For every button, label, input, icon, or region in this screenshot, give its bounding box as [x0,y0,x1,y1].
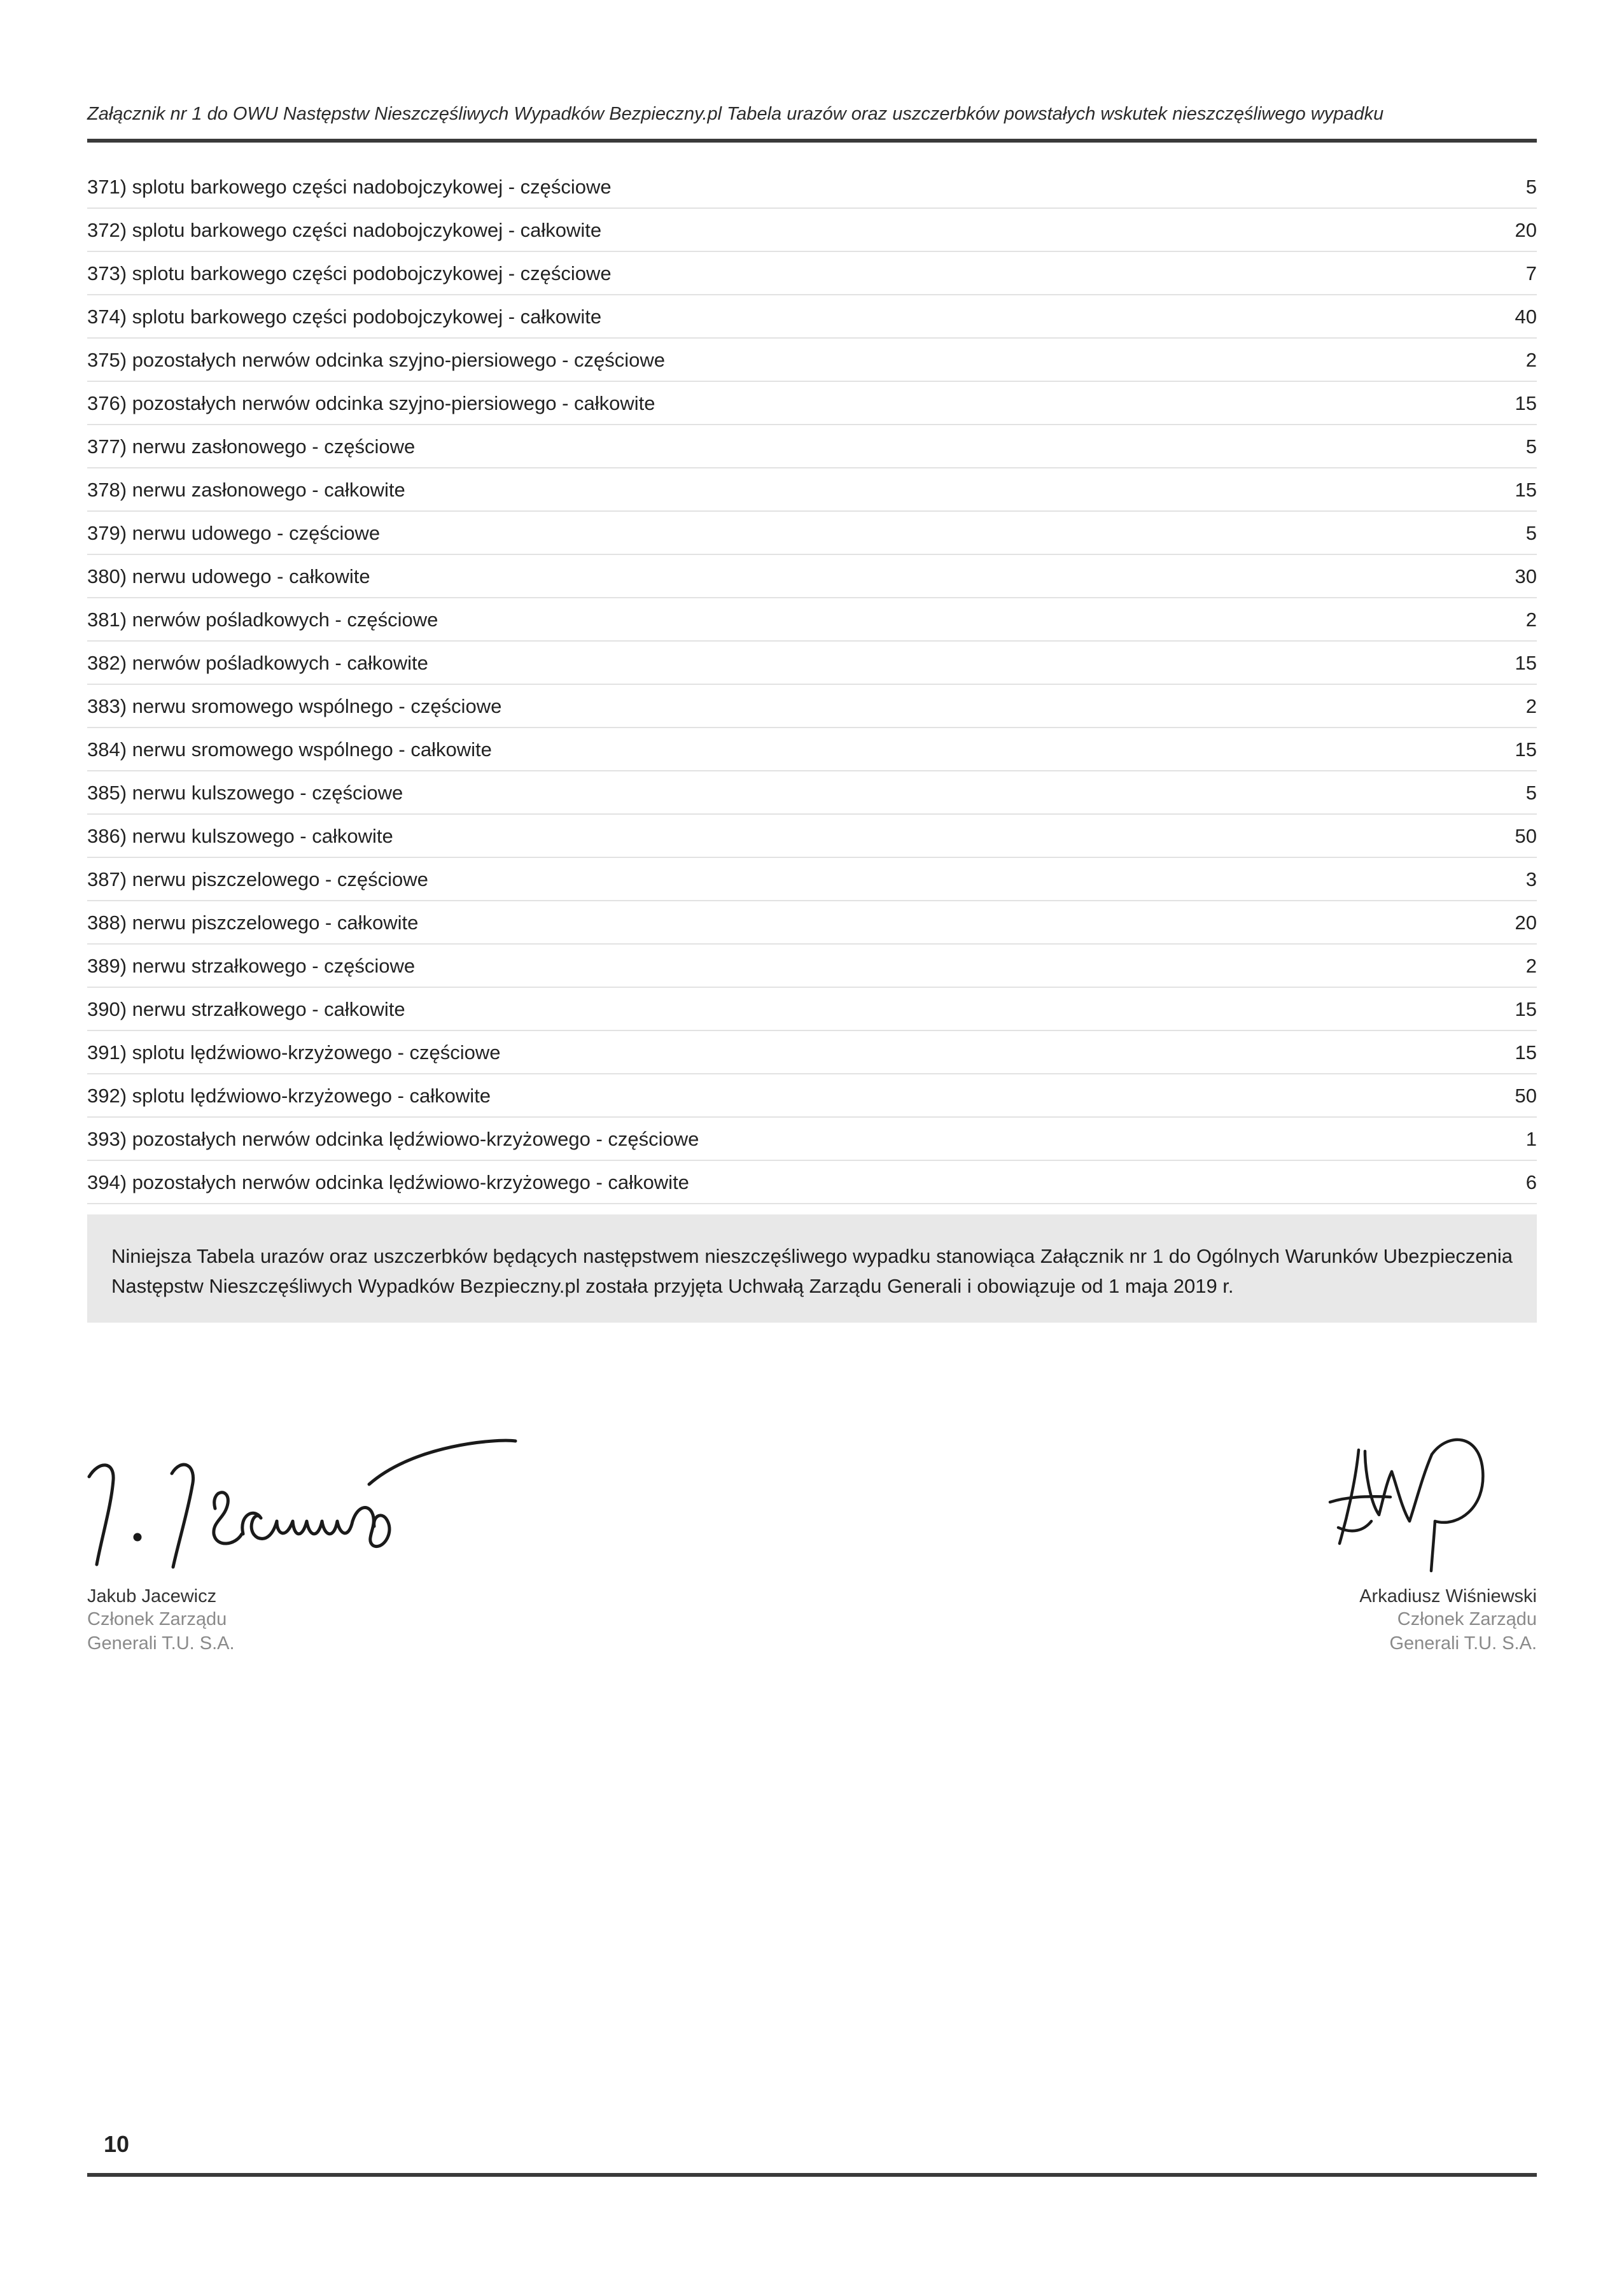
table-row [87,209,1537,252]
row-label: 389) nerwu strzałkowego - częściowe [87,955,416,977]
table-row [87,425,1537,468]
row-label: 374) splotu barkowego części podobojczykowej - całkowite [87,306,602,328]
row-label: 394) pozostałych nerwów odcinka lędźwiowo-krzyżowego - całkowite [87,1171,689,1193]
row-value: 2 [1525,349,1537,371]
row-label: 373) splotu barkowego części podobojczykowej - częściowe [87,262,612,285]
row-value: 5 [1525,782,1537,804]
table-row [87,555,1537,598]
row-label: 375) pozostałych nerwów odcinka szyjno-piersiowego - częściowe [87,349,666,371]
row-label: 388) nerwu piszczelowego - całkowite [87,911,419,934]
table-row [87,858,1537,901]
table-row [87,728,1537,771]
document-header-title: Załącznik nr 1 do OWU Następstw Nieszczęśliwych Wypadków Bezpieczny.pl Tabela urazów oraz uszczerbków powstałych wskutek nieszczęśliwego wypadku [87,104,1384,124]
row-value: 20 [1515,219,1537,241]
row-value: 7 [1525,262,1537,285]
signatory-company: Generali T.U. S.A. [1389,1633,1537,1654]
row-label: 384) nerwu sromowego wspólnego - całkowite [87,738,492,761]
row-value: 6 [1525,1171,1537,1193]
signature-block-left [83,1426,592,1656]
table-row [87,685,1537,728]
row-label: 376) pozostałych nerwów odcinka szyjno-piersiowego - całkowite [87,392,655,414]
signature-block-right [1028,1426,1537,1656]
table-row [87,339,1537,382]
row-label: 381) nerwów pośladkowych - częściowe [87,608,438,631]
row-label: 385) nerwu kulszowego - częściowe [87,782,403,804]
table-row [87,945,1537,988]
row-value: 2 [1525,955,1537,977]
signatory-company: Generali T.U. S.A. [87,1633,235,1654]
table-row [87,1118,1537,1161]
table-row [87,295,1537,339]
table-row [87,815,1537,858]
row-value: 5 [1525,176,1537,198]
row-value: 15 [1515,1041,1537,1064]
header-divider [87,139,1537,143]
row-label: 383) nerwu sromowego wspólnego - częściowe [87,695,502,717]
table-row [87,771,1537,815]
row-label: 391) splotu lędźwiowo-krzyżowego - częściowe [87,1041,501,1064]
row-label: 390) nerwu strzałkowego - całkowite [87,998,405,1020]
row-label: 377) nerwu zasłonowego - częściowe [87,435,416,458]
row-label: 393) pozostałych nerwów odcinka lędźwiowo-krzyżowego - częściowe [87,1128,699,1150]
table-row [87,165,1537,209]
footer-divider [87,2173,1537,2177]
row-label: 387) nerwu piszczelowego - częściowe [87,868,428,890]
row-label: 378) nerwu zasłonowego - całkowite [87,479,405,501]
row-value: 30 [1515,565,1537,587]
table-row [87,642,1537,685]
row-value: 2 [1525,608,1537,631]
row-value: 15 [1515,479,1537,501]
row-value: 3 [1525,868,1537,890]
row-label: 382) nerwów pośladkowych - całkowite [87,652,428,674]
table-row [87,1031,1537,1074]
table-row [87,468,1537,512]
table-row [87,1161,1537,1204]
row-value: 2 [1525,695,1537,717]
row-value: 15 [1515,392,1537,414]
row-value: 1 [1525,1128,1537,1150]
resolution-note-text: Niniejsza Tabela urazów oraz uszczerbków będących następstwem nieszczęśliwego wypadku stanowiąca Załącznik nr 1 do Ogólnych Warunków Ubezpieczenia Następstw Nieszczęśliwych Wypadków Bezpieczny.pl została przyjęta Uchwałą Zarządu Generali i obowiązuje od 1 maja 2019 r. [111,1245,1513,1297]
page-number: 10 [104,2131,130,2157]
row-value: 15 [1515,998,1537,1020]
signatory-name: Arkadiusz Wiśniewski [1359,1586,1537,1607]
resolution-note [87,1214,1537,1323]
row-value: 5 [1525,522,1537,544]
row-label: 371) splotu barkowego części nadobojczykowej - częściowe [87,176,612,198]
table-row [87,512,1537,555]
row-value: 15 [1515,652,1537,674]
signatory-role: Członek Zarządu [1397,1609,1537,1629]
row-label: 386) nerwu kulszowego - całkowite [87,825,393,847]
table-row [87,988,1537,1031]
table-row [87,382,1537,425]
row-value: 40 [1515,306,1537,328]
row-value: 5 [1525,435,1537,458]
row-label: 372) splotu barkowego części nadobojczykowej - całkowite [87,219,602,241]
signatory-role: Członek Zarządu [87,1609,227,1629]
row-label: 379) nerwu udowego - częściowe [87,522,381,544]
row-value: 50 [1515,825,1537,847]
signature-wisniewski-image [1320,1426,1537,1585]
row-label: 380) nerwu udowego - całkowite [87,565,370,587]
table-row [87,1074,1537,1118]
signatory-name: Jakub Jacewicz [87,1586,217,1607]
row-value: 20 [1515,911,1537,934]
signature-jacewicz-image [83,1426,541,1585]
row-value: 15 [1515,738,1537,761]
row-label: 392) splotu lędźwiowo-krzyżowego - całkowite [87,1085,491,1107]
table-row [87,901,1537,945]
table-row [87,598,1537,642]
table-row [87,252,1537,295]
row-value: 50 [1515,1085,1537,1107]
injury-table [87,165,1537,1204]
